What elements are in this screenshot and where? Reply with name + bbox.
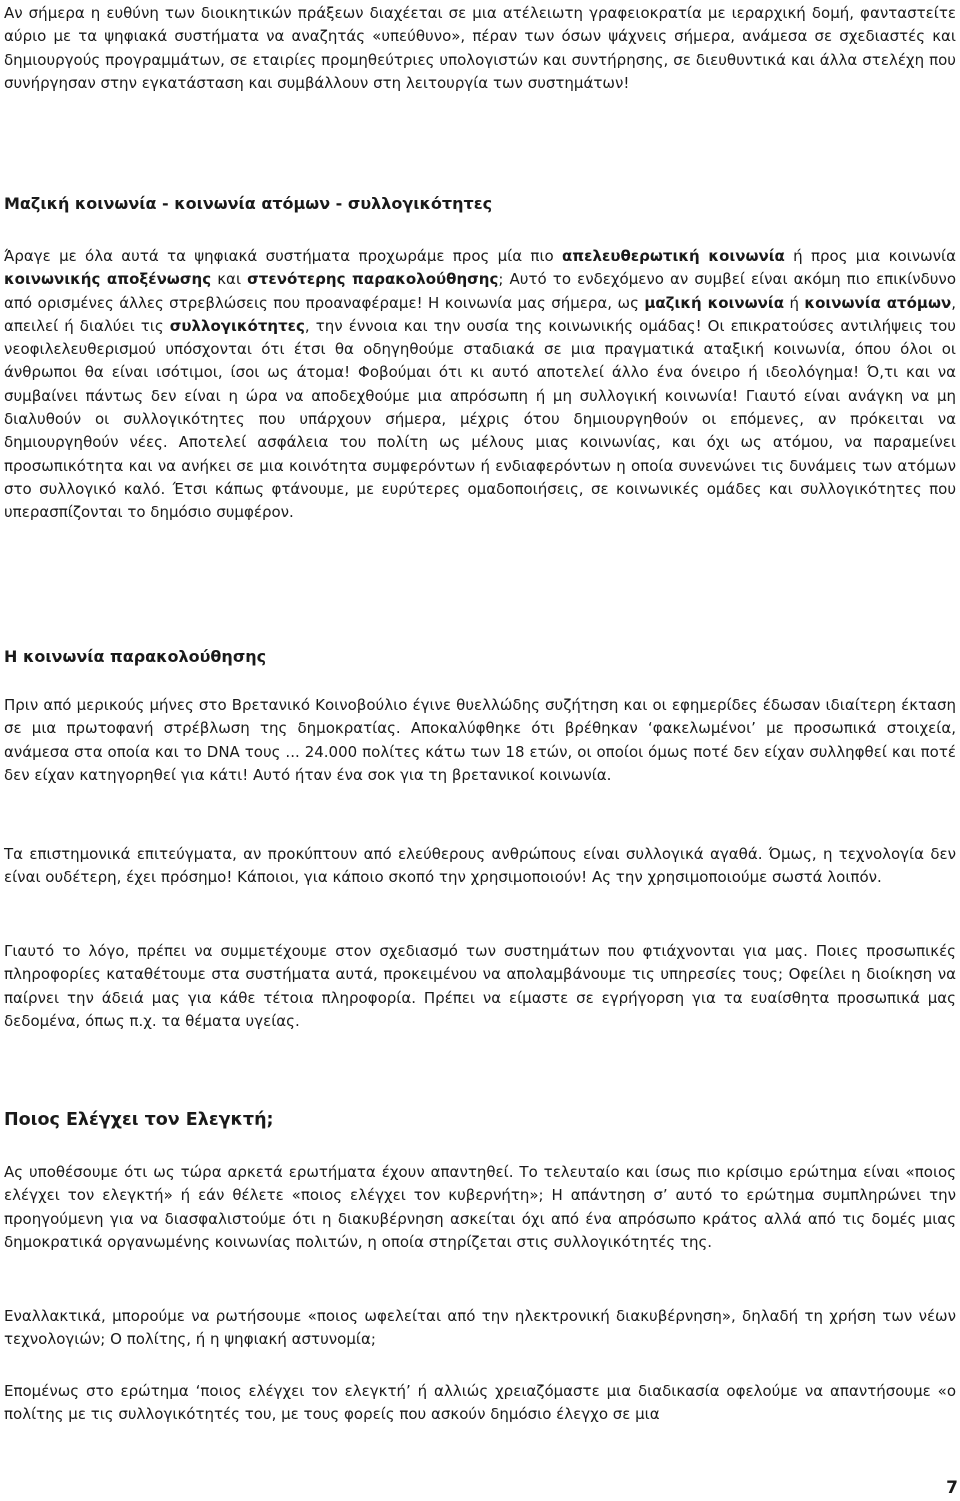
surveillance-paragraph-2: Τα επιστημονικά επιτεύγματα, αν προκύπτουν από ελεύθερους ανθρώπους είναι συλλογικά αγαθά. Όμως, η τεχνολογία δεν είναι ουδέτερη, έχει πρόσημο! Κάποιοι, για κάποιο σκοπό την χρησιμοποιούν! Ας την χρησιμοποιούμε σωστά λοιπόν.: [4, 845, 956, 887]
controller-paragraph-2: Εναλλακτικά, μπορούμε να ρωτήσουμε «ποιος ωφελείται από την ηλεκτρονική διακυβέρνηση», δηλαδή τη χρήση των νέων τεχνολογιών; Ο πολίτης, ή η ψηφιακή αστυνομία;: [4, 1307, 956, 1349]
section-heading-mass-society: Μαζική κοινωνία - κοινωνία ατόμων - συλλογικότητες: [4, 194, 493, 213]
section-heading-who-controls: Ποιος Ελέγχει τον Ελεγκτή;: [4, 1110, 274, 1130]
intro-paragraph: Αν σήμερα η ευθύνη των διοικητικών πράξεων διαχέεται σε μια ατέλειωτη γραφειοκρατία με ιεραρχική δομή, φανταστείτε αύριο με τα ψηφιακά συστήματα να αναζητάς «υπεύθυνο», πέραν των όσων ψάχνεις σήμερα, ανάμεσα σε σχεδιαστές και δημιουργούς προγραμμάτων, σε εταιρίες προμηθεύτριες υπολογιστών και συντήρησης, σε διευθυντικά και άλλα στελέχη που συνήργησαν στην εγκατάσταση και συμβάλλουν στη λειτουργία των συστημάτων!: [4, 4, 956, 92]
emphasis-social-alienation: κοινωνικής αποξένωσης: [4, 270, 212, 289]
surveillance-paragraph-1: Πριν από μερικούς μήνες στο Βρετανικό Κοινοβούλιο έγινε θυελλώδης συζήτηση και οι εφημερίδες έδωσαν ιδιαίτερη έκταση σε μια πρωτοφανή στρέβλωση της δημοκρατίας. Αποκαλύφθηκε ότι βρέθηκαν ‘φακελωμένοι’ με προσωπικά στοιχεία, ανάμεσα στα οποία και το DNA τους ... 24.000 πολίτες κάτω των 18 ετών, οι οποίοι όμως ποτέ δεν είχαν συλληφθεί και ποτέ δεν είχαν κατηγορηθεί για κάτι! Αυτό ήταν ένα σοκ για τη βρετανικοί κοινωνία.: [4, 696, 956, 784]
surveillance-paragraph-3: Γιαυτό το λόγο, πρέπει να συμμετέχουμε στον σχεδιασμό των συστημάτων που φτιάχνονται για μας. Ποιες προσωπικές πληροφορίες καταθέτουμε στα συστήματα αυτά, προκειμένου να απολαμβάνουμε τις υπηρεσίες τους; Οφείλει η διοίκηση να παίρνει την άδειά μας για κάθε τέτοια πληροφορία. Πρέπει να είμαστε σε εγρήγορση για τα ευαίσθητα προσωπικά μας δεδομένα, όπως π.χ. τα θέματα υγείας.: [4, 942, 956, 1030]
emphasis-closer-surveillance: στενότερης παρακολούθησης: [247, 270, 499, 289]
emphasis-society-of-individuals: κοινωνία ατόμων: [804, 293, 952, 312]
page-number: 7: [946, 1478, 958, 1498]
controller-paragraph-1: Ας υποθέσουμε ότι ως τώρα αρκετά ερωτήματα έχουν απαντηθεί. Το τελευταίο και ίσως πιο κρίσιμο ερώτημα είναι «ποιος ελέγχει τον ελεγκτή» ή εάν θέλετε «ποιος ελέγχει τον κυβερνήτη»; Η απάντηση σ’ αυτό το ερώτημα συμπληρώνει την προηγούμενη για να διασφαλιστούμε ότι η διακυβέρνηση ασκείται όχι από ένα απρόσωπο κράτος αλλά από τις δομές μιας δημοκρατικά οργανωμένης κοινωνίας πολιτών, η οποία στηρίζεται στις συλλογικότητές της.: [4, 1163, 956, 1251]
controller-paragraph-3: Επομένως στο ερώτημα ‘ποιος ελέγχει τον ελεγκτή’ ή αλλιώς χρειαζόμαστε μια διαδικασία οφελούμε να απαντήσουμε «ο πολίτης με τις συλλογικότητές του, με τους φορείς που ασκούν δημόσιο έλεγχο σε μια: [4, 1382, 956, 1424]
emphasis-liberating-society: απελευθερωτική κοινωνία: [562, 247, 785, 265]
mass-society-paragraph: Άραγε με όλα αυτά τα ψηφιακά συστήματα προχωράμε προς μία πιο απελευθερωτική κοινωνία ή προς μια κοινωνία κοινωνικής αποξένωσης και στενότερης παρακολούθησης; Αυτό το ενδεχόμενο αν συμβεί είναι ακόμη πιο επικίνδυνο από ορισμένες άλλες στρεβλώσεις που προαναφέραμε! Η κοινωνία μας σήμερα, ως μαζική κοινωνία ή κοινωνία ατόμων, απειλεί ή διαλύει τις συλλογικότητες, την έννοια και την ουσία της κοινωνικής ομάδας! Οι επικρατούσες αντιλήψεις του νεοφιλελευθερισμού υπόσχονται ότι έτσι θα οδηγηθούμε σταδιακά σε μια πραγματικά αταξική κοινωνία, όπου όλοι οι άνθρωποι θα είναι ισότιμοι, ίσοι ως άτομα! Φοβούμαι ότι κι αυτό αποτελεί άλλο ένα όνειρο ή ιδεολόγημα! Ό,τι και να συμβαίνει πάντως δεν είναι η ώρα να αποδεχθούμε μια απρόσωπη ή μη συλλογική κοινωνία! Γιαυτό είναι ανάγκη να μη διαλυθούν οι συλλογικότητες που υπάρχουν σήμερα, μέχρις ότου δημιουργηθούν οι επόμενες, αν πρόκειται να δημιουργηθούν νέες. Αποτελεί ασφάλεια του πολίτη ως μέλους μιας κοινωνίας, και όχι ως ατόμου, να παραμείνει προσωπικότητα και να ανήκει σε μια κοινότητα συμφερόντων ή ενδιαφερόντων η οποία συνενώνει τις δυνάμεις των ατόμων στο συλλογικό καλό. Έτσι κάπως φτάνουμε, με ευρύτερες ομαδοποιήσεις, σε κοινωνικές ομάδες και συλλογικότητες που υπερασπίζονται το δημόσιο συμφέρον.: [4, 247, 956, 522]
section-heading-surveillance-society: Η κοινωνία παρακολούθησης: [4, 647, 267, 666]
emphasis-mass-society: μαζική κοινωνία: [644, 293, 785, 312]
emphasis-collectivities: συλλογικότητες: [169, 316, 305, 335]
